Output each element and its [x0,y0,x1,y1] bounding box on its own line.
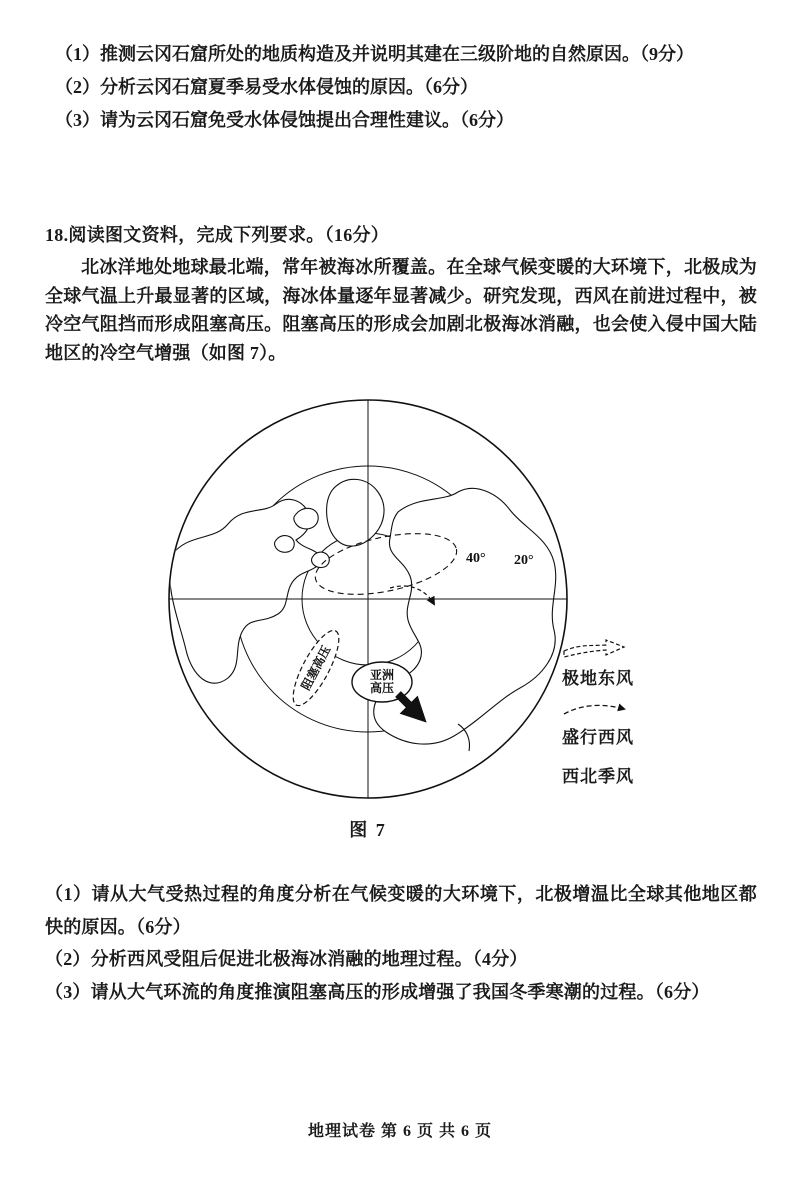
question-18-passage: 北冰洋地处地球最北端，常年被海冰所覆盖。在全球气候变暖的大环境下，北极成为全球气温上升最显著的区域，海冰体量逐年显著减少。研究发现，西风在前进过程中，被冷空气阻挡而形成阻塞高压。阻塞高压的形成会加剧北极海冰消融，也会使入侵中国大陆地区的冷空气增强（如图 7）。 [45,257,757,363]
polar-easterlies-arrow-icon [562,638,632,660]
polar-projection-map [158,392,578,812]
greenland-outline [327,479,384,546]
westerlies-arrow-icon [562,699,632,719]
map-legend [562,638,702,787]
legend-label-northwest-monsoon: 西北季风 [562,767,634,786]
question-part: （2）分析云冈石窟夏季易受水体侵蚀的原因。（6分） [55,77,478,97]
continent-outlines [169,479,555,751]
previous-question-parts [55,38,762,137]
question-18-subquestions [45,878,757,1008]
arctic-island-outline [312,552,330,567]
blocking-high-capsule [285,625,347,711]
legend-label-polar-easterlies: 极地东风 [562,669,634,688]
sub-question: （1）请从大气受热过程的角度分析在气候变暖的大环境下，北极增温比全球其他地区都快的原因。（6分） [45,884,757,937]
legend-label-westerlies: 盛行西风 [562,728,634,747]
arctic-island-outline [275,536,295,553]
question-part: （1）推测云冈石窟所处的地质构造及并说明其建在三级阶地的自然原因。（9分） [55,44,694,64]
latitude-label-20: 20° [514,553,534,568]
figure-caption: 图 7 [349,820,387,840]
asian-high-label-line2: 高压 [369,681,395,695]
blocking-high-label: 阻塞高压 [298,643,334,693]
eurasia-outline [374,488,556,744]
question-18-heading: 18.阅读图文资料，完成下列要求。（16分） [45,225,390,245]
latitude-label-40: 40° [466,551,486,566]
asian-high-label-line1: 亚洲 [369,668,395,682]
page-footer: 地理试卷 第 6 页 共 6 页 [307,1123,492,1140]
question-part: （3）请为云冈石窟免受水体侵蚀提出合理性建议。（6分） [55,110,514,130]
sub-question: （3）请从大气环流的角度推演阻塞高压的形成增强了我国冬季寒潮的过程。（6分） [45,981,710,1002]
sub-question: （2）分析西风受阻后促进北极海冰消融的地理过程。（4分） [45,949,528,969]
figure-7 [0,392,800,842]
